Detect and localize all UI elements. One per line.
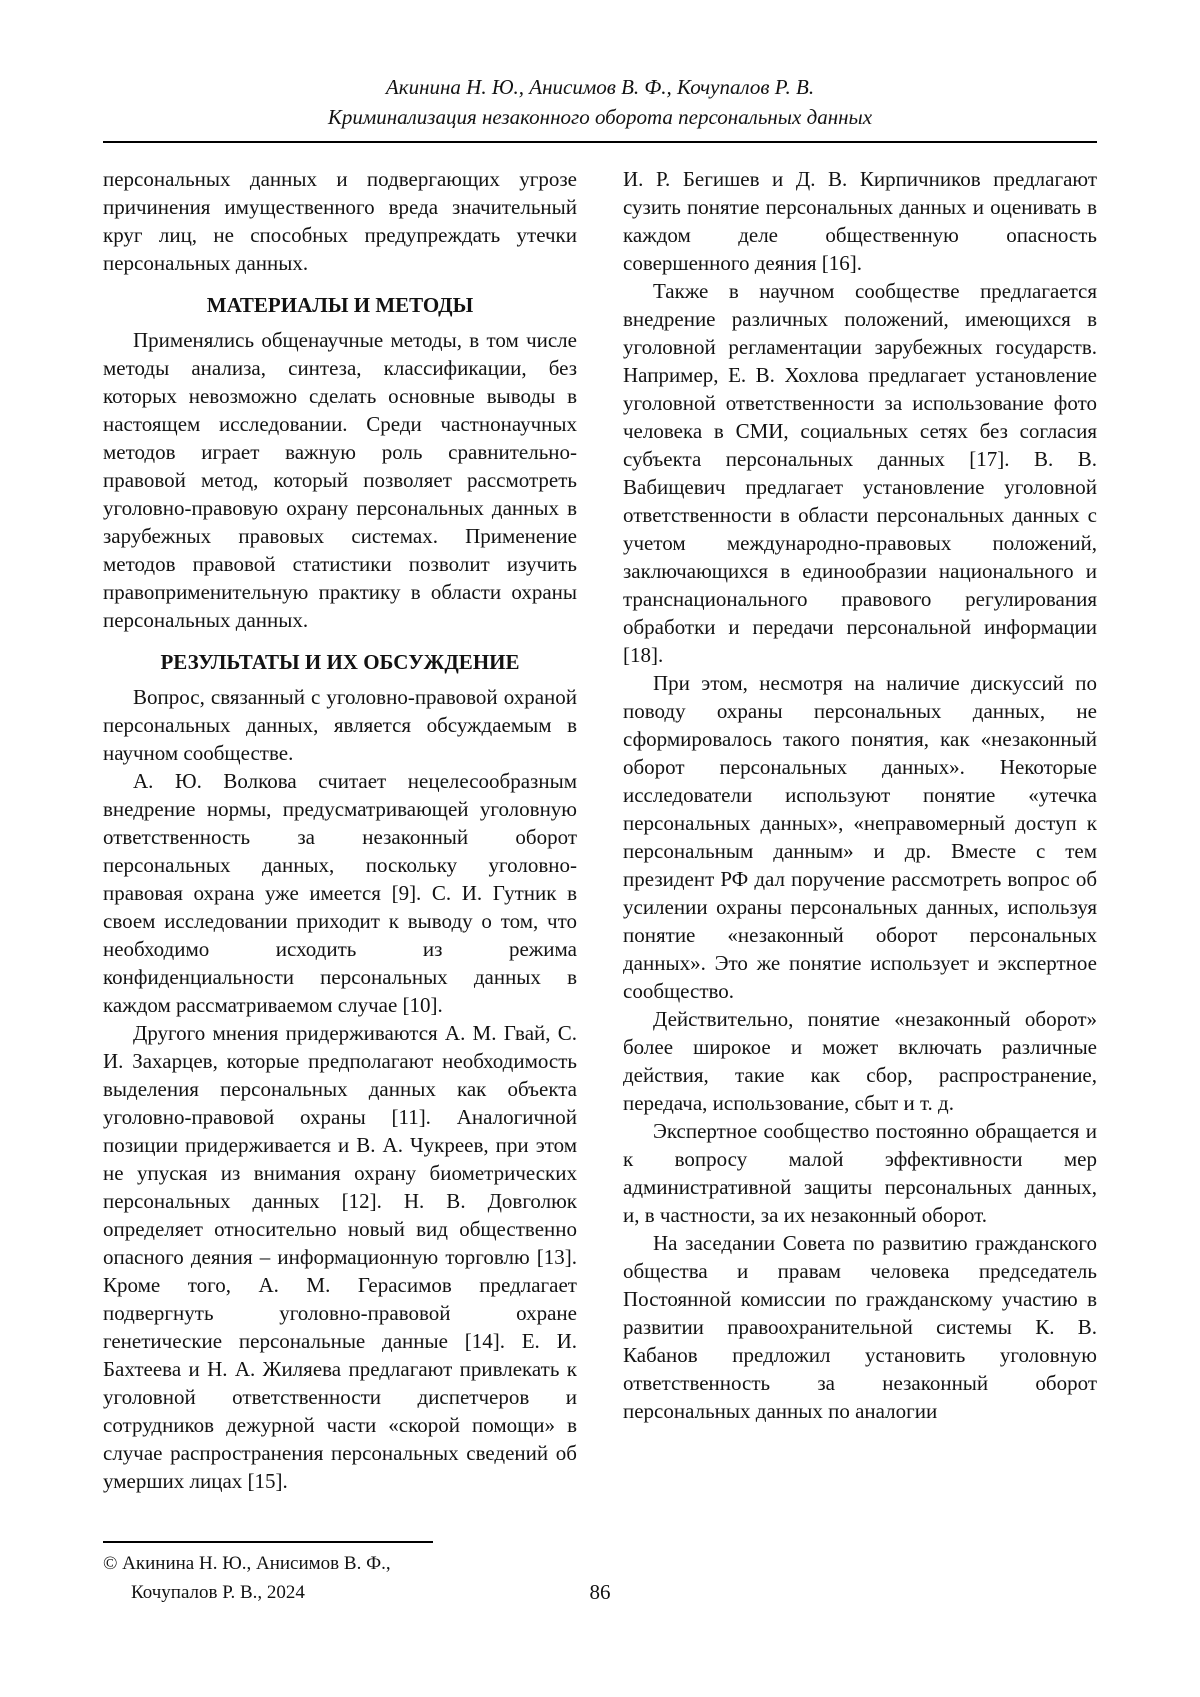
paragraph-continuation: персональных данных и подвергающих угрозе причинения имущественного вреда значительный круг лиц, не способных предупреждать утечки персональных данных. bbox=[103, 167, 577, 275]
heading-results-discussion: РЕЗУЛЬТАТЫ И ИХ ОБСУЖДЕНИЕ bbox=[160, 650, 520, 674]
copyright-line-2: Кочупалов Р. В., 2024 bbox=[131, 1582, 305, 1603]
paragraph-council-meeting: На заседании Совета по развитию гражданского общества и правам человека председатель Постоянной комиссии по гражданскому участию в развитии правоохранительной системы К. В. Кабанов предложил установить уголовную ответственность за незаконный оборот персональных данных по аналогии bbox=[623, 1231, 1097, 1423]
paragraph-expert-community: Экспертное сообщество постоянно обращается и к вопросу малой эффективности мер административной защиты персональных данных, и, в частности, за их незаконный оборот. bbox=[623, 1119, 1097, 1227]
header-article-title: Криминализация незаконного оборота персональных данных bbox=[327, 105, 873, 129]
heading-materials-methods: МАТЕРИАЛЫ И МЕТОДЫ bbox=[206, 293, 474, 317]
header-authors: Акинина Н. Ю., Анисимов В. Ф., Кочупалов Р. В. bbox=[385, 75, 815, 99]
paragraph-scholars-views: Другого мнения придерживаются А. М. Гвай, С. И. Захарцев, которые предполагают необходимость выделения персональных данных как объекта уголовно-правовой охраны [11]. Аналогичной позиции придерживается и В. А. Чукреев, при этом не упуская из внимания охрану биометрических персональных данных [12]. Н. В. Довголюк определяет относительно новый вид общественно опасного деяния – информационную торговлю [13]. Кроме того, А. М. Герасимов предлагает подвергнуть уголовно-правовой охране генетические персональные данные [14]. Е. И. Бахтеева и Н. А. Жиляева предлагают привлекать к уголовной ответственности диспетчеров и сотрудников дежурной части «скорой помощи» в случае распространения персональных сведений об умерших лицах [15]. bbox=[103, 1021, 577, 1493]
column-right bbox=[623, 165, 1097, 1495]
page-number: 86 bbox=[589, 1580, 611, 1604]
copyright-line-1: © Акинина Н. Ю., Анисимов В. Ф., bbox=[103, 1553, 391, 1574]
header-rule bbox=[103, 141, 1097, 143]
page-footer bbox=[103, 1541, 1097, 1607]
running-header bbox=[103, 72, 1097, 143]
paragraph-concept-discussion: При этом, несмотря на наличие дискуссий по поводу охраны персональных данных, не сформировалось такого понятия, как «незаконный оборот персональных данных». Некоторые исследователи используют понятие «утечка персональных данных», «неправомерный доступ к персональным данным» и др. Вместе с тем президент РФ дал поручение рассмотреть вопрос об усилении охраны персональных данных, используя понятие «незаконный оборот персональных данных». Это же понятие использует и экспертное сообщество. bbox=[623, 671, 1097, 1003]
column-left bbox=[103, 165, 577, 1495]
paragraph-volkova-gutnik: А. Ю. Волкова считает нецелесообразным внедрение нормы, предусматривающей уголовную ответственность за незаконный оборот персональных данных, поскольку уголовно-правовая охрана уже имеется [9]. С. И. Гутник в своем исследовании приходит к выводу о том, что необходимо исходить из режима конфиденциальности персональных данных в каждом рассматриваемом случае [10]. bbox=[103, 769, 577, 1017]
article-columns bbox=[103, 165, 1097, 1495]
paragraph-begishev: И. Р. Бегишев и Д. В. Кирпичников предлагают сузить понятие персональных данных и оценивать в каждом деле общественную опасность совершенного деяния [16]. bbox=[623, 167, 1097, 275]
copyright-rule bbox=[103, 1541, 433, 1543]
paragraph-methods: Применялись общенаучные методы, в том числе методы анализа, синтеза, классификации, без которых невозможно сделать основные выводы в настоящем исследовании. Среди частнонаучных методов играет важную роль сравнительно-правовой метод, который позволяет рассмотреть уголовно-правовую охрану персональных данных в зарубежных правовых системах. Применение методов правовой статистики позволит изучить правоприменительную практику в области охраны персональных данных. bbox=[103, 328, 577, 632]
paragraph-illegal-turnover-definition: Действительно, понятие «незаконный оборот» более широкое и может включать различные действия, такие как сбор, распространение, передача, использование, сбыт и т. д. bbox=[623, 1007, 1097, 1115]
paragraph-foreign-regulation: Также в научном сообществе предлагается внедрение различных положений, имеющихся в уголовной регламентации зарубежных государств. Например, Е. В. Хохлова предлагает установление уголовной ответственности за использование фото человека в СМИ, социальных сетях без согласия субъекта персональных данных [17]. В. В. Вабищевич предлагает установление уголовной ответственности в области персональных данных с учетом международно-правовых положений, заключающихся в единообразии национального и транснационального правового регулирования обработки и передачи персональной информации [18]. bbox=[623, 279, 1097, 667]
paragraph-results-intro: Вопрос, связанный с уголовно-правовой охраной персональных данных, является обсуждаемым в научном сообществе. bbox=[103, 685, 577, 765]
